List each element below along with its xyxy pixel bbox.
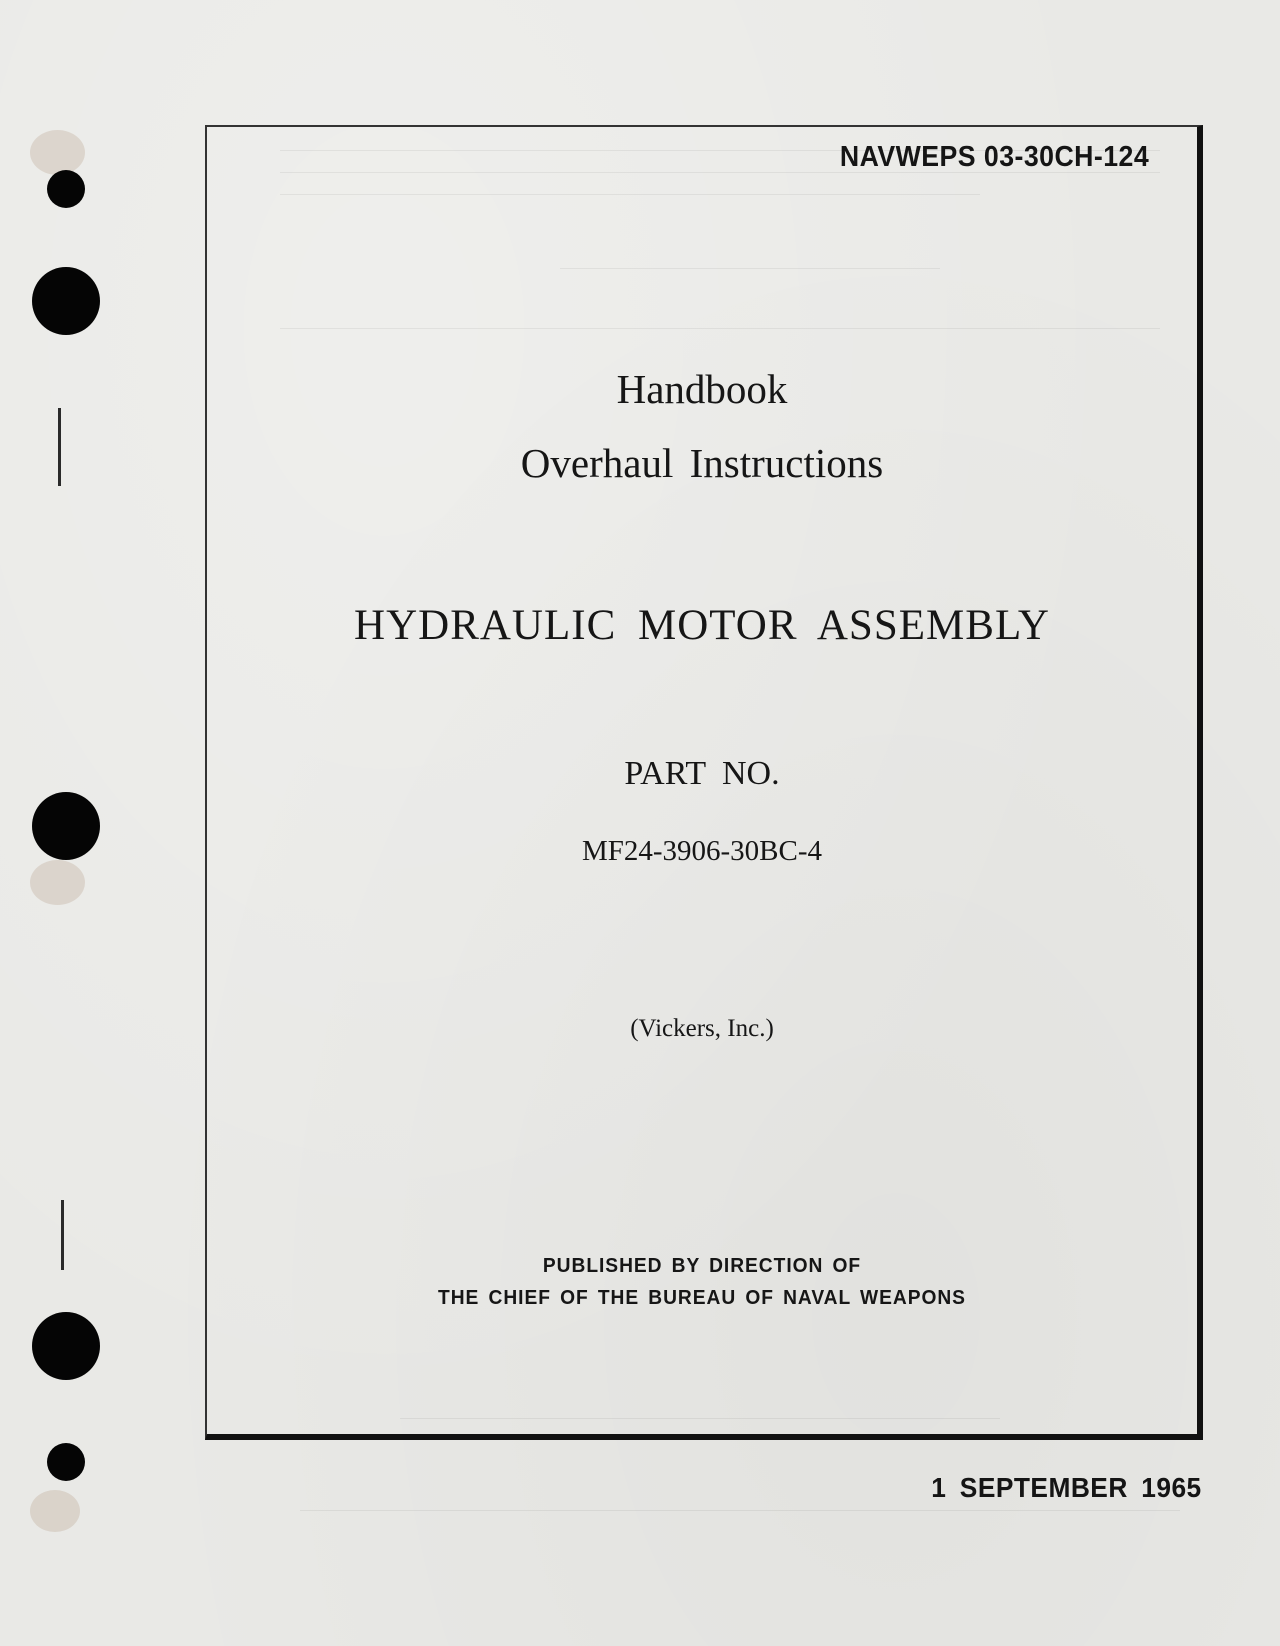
document-title: HYDRAULIC MOTOR ASSEMBLY [354, 602, 1050, 649]
binder-hole [32, 792, 100, 860]
document-number: NAVWEPS 03-30CH-124 [839, 141, 1149, 173]
binder-hole [32, 1312, 100, 1380]
paper-stain [30, 1490, 80, 1532]
publication-date: 1 SEPTEMBER 1965 [931, 1472, 1202, 1503]
binding-mark [58, 408, 61, 486]
part-number: MF24-3906-30BC-4 [581, 835, 823, 867]
part-number-label: PART NO. [624, 755, 780, 792]
binder-hole [47, 170, 85, 208]
publisher-line-2: THE CHIEF OF THE BUREAU OF NAVAL WEAPONS [438, 1287, 966, 1309]
publisher-line-1: PUBLISHED BY DIRECTION OF [542, 1255, 862, 1277]
bleed-through-line [300, 1510, 1180, 1511]
handbook-label: Handbook [616, 366, 788, 412]
paper-stain [30, 130, 85, 175]
binder-hole [32, 267, 100, 335]
paper-stain [30, 860, 85, 905]
binder-hole [47, 1443, 85, 1481]
binding-mark [61, 1200, 64, 1270]
document-subtitle: Overhaul Instructions [520, 440, 884, 486]
title-page-frame [205, 125, 1203, 1440]
manufacturer: (Vickers, Inc.) [630, 1015, 774, 1042]
